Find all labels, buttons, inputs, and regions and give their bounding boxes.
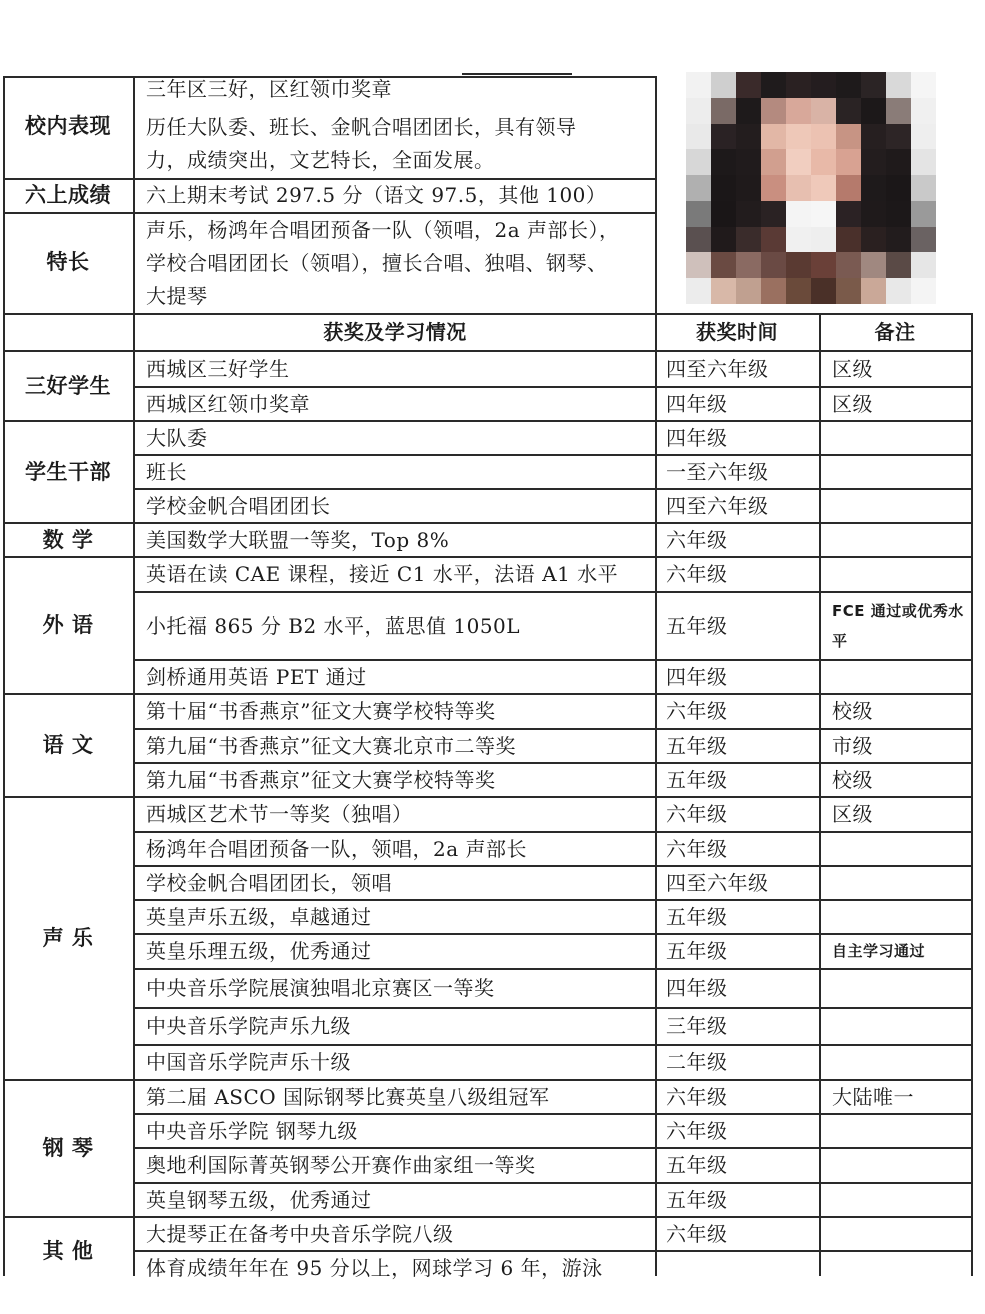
photo-pixel-block (836, 98, 861, 124)
photo-pixel-block (761, 72, 786, 98)
note-cell: 区级 (832, 392, 873, 416)
note-cell (832, 1148, 967, 1183)
row-divider (3, 212, 655, 214)
photo-pixel-block (836, 278, 861, 304)
photo-pixel-block (911, 98, 936, 124)
note-cell (832, 455, 967, 489)
photo-pixel-block (836, 149, 861, 175)
right-border (971, 313, 973, 1276)
photo-pixel-block (736, 72, 761, 98)
award-cell: 英语在读 CAE 课程，接近 C1 水平，法语 A1 水平 (146, 562, 619, 586)
award-cell: 西城区艺术节一等奖（独唱） (146, 802, 413, 826)
category-label: 其 他 (42, 1239, 94, 1263)
photo-pixel-block (911, 72, 936, 98)
note-cell (832, 969, 967, 1008)
photo-pixel-block (786, 201, 811, 227)
photo-pixel-block (811, 175, 836, 201)
time-cell: 六年级 (666, 802, 728, 826)
photo-pixel-block (711, 72, 736, 98)
award-cell: 第十届“书香燕京”征文大赛学校特等奖 (146, 699, 496, 723)
photo-pixel-block (836, 72, 861, 98)
school-performance-line-3: 力，成绩突出，文艺特长，全面发展。 (146, 148, 495, 172)
award-cell: 美国数学大联盟一等奖，Top 8% (146, 528, 450, 552)
photo-pixel-block (761, 278, 786, 304)
note-cell: 自主学习通过 (832, 942, 926, 960)
photo-pixel-block (686, 201, 711, 227)
note-cell (832, 557, 967, 592)
time-cell: 二年级 (666, 1050, 728, 1074)
photo-pixel-block (761, 201, 786, 227)
category-label: 语 文 (42, 733, 94, 757)
photo-pixel-block (736, 201, 761, 227)
photo-pixel-block (736, 278, 761, 304)
awards-header: 获奖及学习情况 (323, 320, 467, 344)
photo-pixel-block (886, 72, 911, 98)
photo-pixel-block (886, 149, 911, 175)
photo-pixel-block (861, 201, 886, 227)
category-label: 学生干部 (25, 460, 111, 484)
time-cell: 四年级 (666, 426, 728, 450)
photo-pixel-block (736, 124, 761, 150)
award-time-header: 获奖时间 (696, 320, 778, 344)
photo-pixel-block (686, 98, 711, 124)
grade6-score-text: 六上期末考试 297.5 分（语文 97.5，其他 100） (146, 183, 607, 207)
photo-pixel-block (811, 124, 836, 150)
photo-pixel-block (736, 98, 761, 124)
photo-pixel-block (861, 72, 886, 98)
note-cell (832, 489, 967, 523)
award-cell: 体育成绩年年在 95 分以上，网球学习 6 年，游泳 (146, 1256, 603, 1280)
talent-line-1: 声乐，杨鸿年合唱团预备一队（领唱，2a 声部长）， (146, 218, 620, 242)
photo-pixel-block (911, 175, 936, 201)
category-label: 声 乐 (42, 926, 94, 950)
time-cell: 五年级 (666, 734, 728, 758)
photo-pixel-block (786, 278, 811, 304)
photo-pixel-block (786, 175, 811, 201)
award-cell: 第九届“书香燕京”征文大赛学校特等奖 (146, 768, 496, 792)
time-cell: 六年级 (666, 528, 728, 552)
time-column-divider (655, 76, 657, 1276)
photo-pixel-block (811, 201, 836, 227)
time-cell: 五年级 (666, 1153, 728, 1177)
photo-pixel-block (711, 252, 736, 278)
photo-pixel-block (711, 278, 736, 304)
photo-pixel-block (736, 149, 761, 175)
photo-pixel-block (811, 149, 836, 175)
photo-pixel-block (861, 98, 886, 124)
time-cell: 四至六年级 (666, 871, 769, 895)
photo-pixel-block (686, 227, 711, 253)
note-cell (832, 900, 967, 934)
note-cell: 校级 (832, 699, 873, 723)
photo-pixel-block (786, 124, 811, 150)
photo-pixel-block (761, 98, 786, 124)
photo-pixel-block (911, 149, 936, 175)
talent-line-3: 大提琴 (146, 284, 208, 308)
photo-pixel-block (861, 175, 886, 201)
time-cell: 五年级 (666, 905, 728, 929)
time-cell: 六年级 (666, 837, 728, 861)
note-cell (832, 1251, 967, 1285)
photo-pixel-block (886, 201, 911, 227)
time-cell: 四年级 (666, 665, 728, 689)
photo-pixel-block (861, 149, 886, 175)
photo-pixel-block (861, 278, 886, 304)
note-cell (832, 1114, 967, 1148)
award-cell: 奥地利国际菁英钢琴公开赛作曲家组一等奖 (146, 1153, 536, 1177)
photo-pixel-block (711, 201, 736, 227)
time-cell: 四至六年级 (666, 357, 769, 381)
row-divider (3, 313, 971, 315)
award-cell: 英皇乐理五级，优秀通过 (146, 939, 372, 963)
photo-pixel-block (811, 227, 836, 253)
note-cell: 大陆唯一 (832, 1085, 914, 1109)
award-cell: 第九届“书香燕京”征文大赛北京市二等奖 (146, 734, 516, 758)
label-column-divider (133, 76, 135, 1276)
photo-pixel-block (886, 278, 911, 304)
category-label: 外 语 (42, 613, 94, 637)
category-label: 数 学 (42, 528, 94, 552)
award-cell: 大提琴正在备考中央音乐学院八级 (146, 1222, 454, 1246)
note-cell (832, 1183, 967, 1217)
photo-pixel-block (886, 98, 911, 124)
award-cell: 杨鸿年合唱团预备一队，领唱，2a 声部长 (146, 837, 528, 861)
photo-pixel-block (761, 149, 786, 175)
photo-pixel-block (761, 227, 786, 253)
time-cell: 一至六年级 (666, 460, 769, 484)
photo-pixel-block (711, 175, 736, 201)
grade6-score-label: 六上成绩 (25, 183, 111, 207)
school-performance-line-1: 三年区三好，区红领巾奖章 (146, 78, 392, 100)
note-cell (832, 660, 967, 694)
note-cell (832, 1217, 967, 1251)
note-cell (832, 1045, 967, 1080)
note-column-divider (819, 313, 821, 1276)
photo-pixel-block (786, 149, 811, 175)
time-cell: 五年级 (666, 939, 728, 963)
time-cell: 六年级 (666, 1085, 728, 1109)
talent-line-2: 学校合唱团团长（领唱），擅长合唱、独唱、钢琴、 (146, 251, 608, 275)
photo-pixel-block (861, 124, 886, 150)
award-cell: 西城区红领巾奖章 (146, 392, 310, 416)
photo-pixel-block (836, 201, 861, 227)
award-cell: 中央音乐学院展演独唱北京赛区一等奖 (146, 976, 495, 1000)
award-cell: 中国音乐学院声乐十级 (146, 1050, 351, 1074)
note-header: 备注 (874, 320, 916, 344)
photo-pixel-block (686, 252, 711, 278)
note-cell: 区级 (832, 357, 873, 381)
photo-pixel-block (686, 149, 711, 175)
photo-pixel-block (786, 252, 811, 278)
photo-pixel-block (811, 98, 836, 124)
photo-pixel-block (686, 124, 711, 150)
top-border-fragment (462, 73, 572, 75)
time-cell: 六年级 (666, 562, 728, 586)
note-cell (832, 523, 967, 557)
note-cell (832, 866, 967, 900)
award-cell: 小托福 865 分 B2 水平，蓝思值 1050L (146, 614, 521, 638)
photo-pixel-block (861, 252, 886, 278)
photo-pixel-block (786, 98, 811, 124)
award-cell: 中央音乐学院 钢琴九级 (146, 1119, 358, 1143)
time-cell: 三年级 (666, 1014, 728, 1038)
category-label: 钢 琴 (42, 1136, 94, 1160)
photo-pixel-block (886, 252, 911, 278)
photo-pixel-block (911, 227, 936, 253)
note-cell: 区级 (832, 802, 873, 826)
note-cell (832, 832, 967, 866)
note-cell (832, 1008, 967, 1045)
talent-label: 特长 (46, 250, 90, 274)
school-performance-line-2: 历任大队委、班长、金帆合唱团团长，具有领导 (146, 115, 577, 139)
note-cell (832, 421, 967, 455)
photo-pixel-block (761, 124, 786, 150)
photo-pixel-block (761, 175, 786, 201)
photo-pixel-block (786, 227, 811, 253)
time-cell (666, 1251, 815, 1285)
award-cell: 英皇钢琴五级，优秀通过 (146, 1188, 372, 1212)
award-cell: 学校金帆合唱团团长 (146, 494, 331, 518)
photo-pixel-block (886, 124, 911, 150)
photo-pixel-block (736, 227, 761, 253)
photo-pixel-block (861, 227, 886, 253)
photo-pixel-block (836, 175, 861, 201)
photo-pixel-block (811, 252, 836, 278)
time-cell: 六年级 (666, 1222, 728, 1246)
photo-pixel-block (811, 278, 836, 304)
award-cell: 西城区三好学生 (146, 357, 290, 381)
time-cell: 五年级 (666, 768, 728, 792)
award-cell: 英皇声乐五级，卓越通过 (146, 905, 372, 929)
photo-pixel-block (811, 72, 836, 98)
photo-pixel-block (711, 149, 736, 175)
photo-pixel-block (886, 227, 911, 253)
time-cell: 四年级 (666, 392, 728, 416)
award-cell: 第二届 ASCO 国际钢琴比赛英皇八级组冠军 (146, 1085, 550, 1109)
time-cell: 五年级 (666, 1188, 728, 1212)
school-performance-label: 校内表现 (25, 114, 111, 138)
photo-pixel-block (911, 252, 936, 278)
note-cell: 市级 (832, 734, 873, 758)
photo-pixel-block (886, 175, 911, 201)
award-cell: 学校金帆合唱团团长，领唱 (146, 871, 392, 895)
time-cell: 四至六年级 (666, 494, 769, 518)
photo-pixel-block (761, 252, 786, 278)
photo-pixel-block (711, 98, 736, 124)
pixelated-portrait-photo (686, 72, 936, 304)
top-border (3, 76, 655, 78)
photo-pixel-block (686, 278, 711, 304)
photo-pixel-block (686, 72, 711, 98)
award-cell: 大队委 (146, 426, 208, 450)
photo-pixel-block (836, 124, 861, 150)
award-cell: 中央音乐学院声乐九级 (146, 1014, 351, 1038)
note-cell: 校级 (832, 768, 873, 792)
time-cell: 六年级 (666, 699, 728, 723)
photo-pixel-block (686, 175, 711, 201)
photo-pixel-block (911, 201, 936, 227)
award-cell: 剑桥通用英语 PET 通过 (146, 665, 367, 689)
time-cell: 六年级 (666, 1119, 728, 1143)
time-cell: 五年级 (666, 614, 728, 638)
time-cell: 四年级 (666, 976, 728, 1000)
photo-pixel-block (736, 175, 761, 201)
photo-pixel-block (711, 124, 736, 150)
photo-pixel-block (836, 252, 861, 278)
category-label: 三好学生 (25, 374, 111, 398)
row-divider (3, 178, 655, 180)
photo-pixel-block (911, 124, 936, 150)
photo-pixel-block (836, 227, 861, 253)
award-cell: 班长 (146, 460, 187, 484)
photo-pixel-block (736, 252, 761, 278)
photo-pixel-block (786, 72, 811, 98)
photo-pixel-block (911, 278, 936, 304)
photo-pixel-block (711, 227, 736, 253)
note-cell: FCE 通过或优秀水平 (832, 602, 964, 650)
